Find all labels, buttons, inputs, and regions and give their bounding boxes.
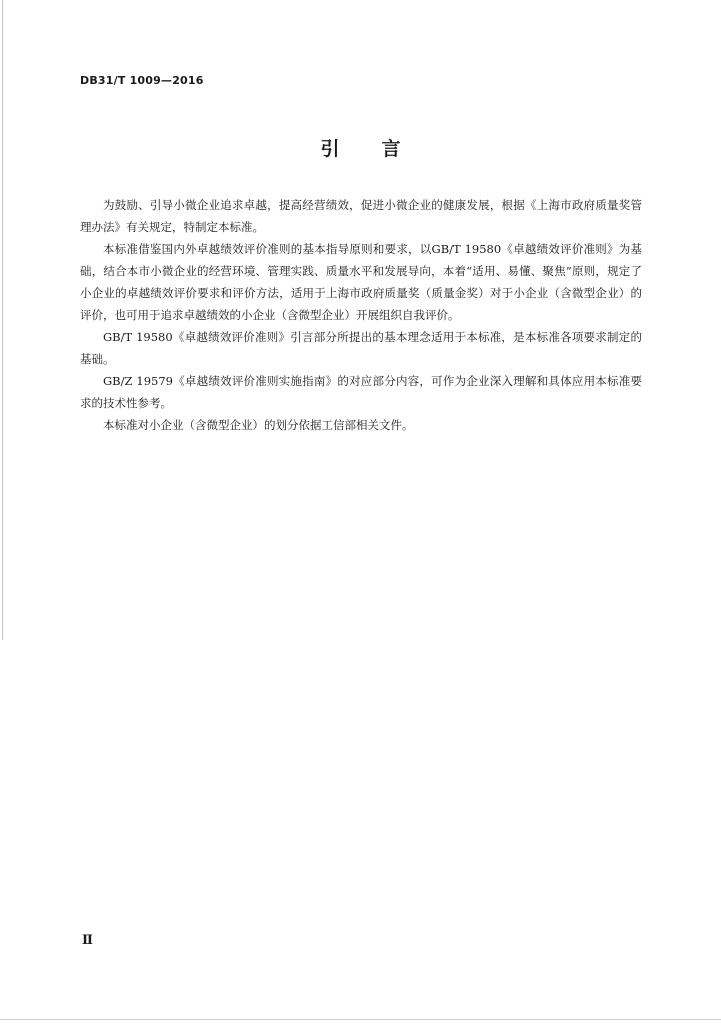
introduction-body bbox=[80, 194, 642, 436]
scan-edge-line bbox=[2, 0, 3, 640]
page-number: Ⅱ bbox=[82, 933, 93, 948]
paragraph: GB/T 19580《卓越绩效评价准则》引言部分所提出的基本理念适用于本标准，是本标准各项要求制定的基础。 bbox=[80, 330, 642, 366]
paragraph: 本标准借鉴国内外卓越绩效评价准则的基本指导原则和要求，以GB/T 19580《卓越绩效评价准则》为基础，结合本市小微企业的经营环境、管理实践、质量水平和发展导向，本着“适用、易懂、聚焦”原则，规定了小企业的卓越绩效评价要求和评价方法，适用于上海市政府质量奖（质量金奖）对于小企业（含微型企业）的评价，也可用于追求卓越绩效的小企业（含微型企业）开展组织自我评价。 bbox=[80, 242, 642, 322]
paragraph: 本标准对小企业（含微型企业）的划分依据工信部相关文件。 bbox=[103, 418, 414, 432]
scan-bottom-line bbox=[0, 1019, 721, 1020]
paragraph: GB/Z 19579《卓越绩效评价准则实施指南》的对应部分内容，可作为企业深入理解和具体应用本标准要求的技术性参考。 bbox=[80, 374, 642, 410]
paragraph: 为鼓励、引导小微企业追求卓越，提高经营绩效，促进小微企业的健康发展，根据《上海市政府质量奖管理办法》有关规定，特制定本标准。 bbox=[80, 198, 642, 234]
page-title: 引言 bbox=[320, 138, 443, 160]
standard-code: DB31/T 1009—2016 bbox=[80, 74, 204, 87]
